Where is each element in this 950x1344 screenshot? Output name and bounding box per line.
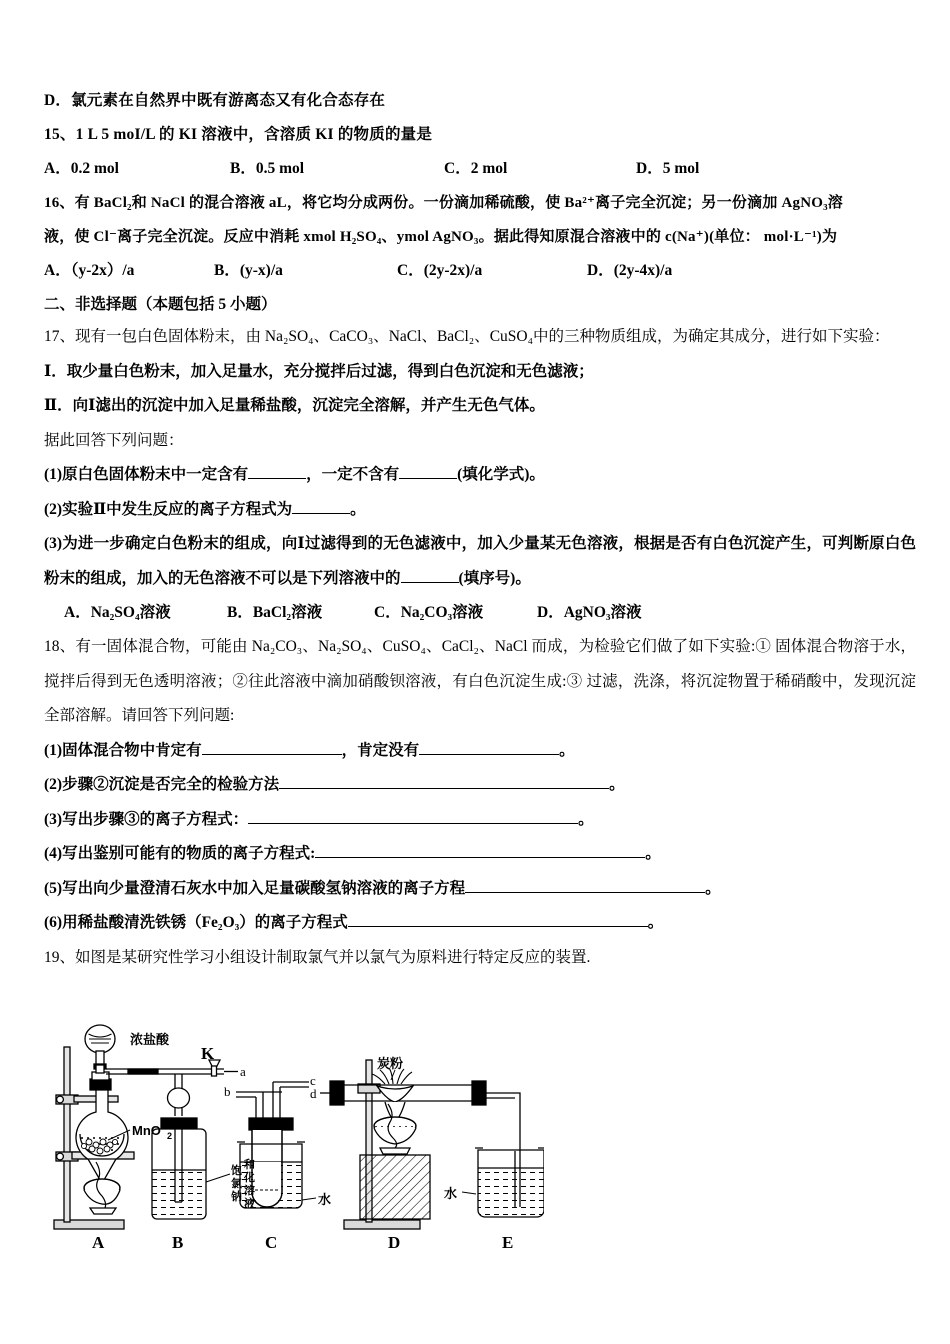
- q18-sub-1-text-c: 。: [559, 741, 575, 759]
- tube-d-to-e: [486, 1093, 520, 1151]
- q16-option-a[interactable]: A．（y-2x）/a: [44, 262, 135, 279]
- q17-option-b[interactable]: B．BaCl₂溶液: [227, 604, 323, 621]
- section-2-heading: 二、非选择题（本题包括 5 小题）: [44, 296, 277, 313]
- q16-option-d[interactable]: D．(2y-4x)/a: [587, 262, 673, 279]
- page-content: [44, 84, 916, 975]
- label-port-d: d: [310, 1086, 317, 1101]
- q16-option-c[interactable]: C．(2y-2x)/a: [397, 262, 483, 279]
- q17-sub-2: [44, 493, 916, 528]
- q17-option-d[interactable]: D．AgNO₃溶液: [537, 604, 642, 621]
- q15-option-a[interactable]: A．0.2 mol: [44, 160, 119, 177]
- q18-sub-4-text-b: 。: [645, 845, 661, 862]
- label-water-e: 水: [444, 1186, 458, 1201]
- label-saturated-nacl-col-2: 和: [244, 1159, 255, 1171]
- q18-sub-6-text-a: (6)用稀盐酸清洗铁锈（Fe₂O₃）的离子方程式: [44, 914, 348, 931]
- q18-sub-5: [44, 872, 916, 907]
- q17-sub-1-text-c: (填化学式)。: [457, 466, 545, 483]
- q17-option-c[interactable]: C．Na₂CO₃溶液: [374, 604, 484, 621]
- q18-sub-4: [44, 837, 916, 872]
- q18-sub-6: [44, 906, 916, 941]
- q18-sub-1-text-a: (1)固体混合物中肯定有: [44, 741, 202, 759]
- q15-option-b[interactable]: B．0.5 mol: [230, 160, 305, 177]
- q17-option-a[interactable]: A．Na₂SO₄溶液: [64, 604, 171, 621]
- q17-sub-3-tail: (填序号)。: [458, 569, 531, 587]
- q19-stem: 19、如图是某研究性学习小组设计制取氯气并以氯气为原料进行特定反应的装置.: [44, 948, 591, 966]
- q18-sub-5-text-b: 。: [705, 879, 721, 897]
- apparatus-b-wash-bottle: [152, 1088, 230, 1219]
- q17-sub-1-blank-1[interactable]: [248, 464, 306, 479]
- q18-sub-3-blank[interactable]: [248, 809, 578, 824]
- q17-sub-3-text: (3)为进一步确定白色粉末的组成，向Ⅰ过滤得到的无色滤液中，加入少量某无色溶液，根据是否有白色沉淀产生，可判断原白色粉末的组成，加入的无色溶液不可以是下列溶液中的: [44, 535, 916, 587]
- q18-sub-1-blank-1[interactable]: [202, 740, 342, 755]
- q17-sub-2-text-b: 。: [350, 500, 366, 518]
- q17-sub-2-blank[interactable]: [292, 499, 350, 514]
- q17-sub-2-text-a: (2)实验Ⅱ中发生反应的离子方程式为: [44, 500, 293, 518]
- label-saturated-nacl-col-2b: 化: [244, 1172, 255, 1184]
- q18-sub-2-text-a: (2)步骤②沉淀是否完全的检验方法: [44, 776, 280, 793]
- label-saturated-nacl-col-1c: 钠: [231, 1191, 242, 1203]
- q18-sub-3-text-b: 。: [578, 810, 594, 828]
- q16-options: [44, 254, 916, 288]
- q18-sub-2: [44, 768, 916, 803]
- label-mno2: MnO: [132, 1123, 161, 1138]
- apparatus-e-beaker: [462, 1148, 544, 1217]
- q17-step-2: Ⅱ．向Ⅰ滤出的沉淀中加入足量稀盐酸，沉淀完全溶解，并产生无色气体。: [44, 397, 545, 414]
- label-water-c: 水: [318, 1192, 332, 1207]
- label-concentrated-hcl: 浓盐酸: [130, 1032, 170, 1047]
- apparatus-label-d: D: [388, 1233, 401, 1252]
- apparatus-label-c: C: [265, 1233, 278, 1252]
- q17-sub-3: [44, 527, 916, 596]
- lower-funnel-assembly: [84, 1159, 120, 1214]
- dropping-funnel: [85, 1025, 115, 1069]
- q18-sub-3: [44, 803, 916, 838]
- q18-stem: 18、有一固体混合物，可能由 Na₂CO₃、Na₂SO₄、CuSO₄、CaCl₂、NaCl 而成，为检验它们做了如下实验:① 固体混合物溶于水，搅拌后得到无色透明溶液；②往此溶液中滴加硝酸钡溶液，有白色沉淀生成:③ 过滤，洗涤，将沉淀物置于稀硝酸中，发现沉淀全部溶解。请回答下列问题:: [44, 638, 916, 724]
- q14-option-d: D．氯元素在自然界中既有游离态又有化合态存在: [44, 92, 386, 109]
- q16-stem-line2: 液，使 Cl⁻离子完全沉淀。反应中消耗 xmol H₂SO₄、ymol AgNO₃。据此得知原混合溶液中的 c(Na⁺)(单位： mol·L⁻¹)为: [44, 229, 838, 245]
- q18-sub-4-blank[interactable]: [315, 843, 645, 858]
- q17-sub-1-text-a: (1)原白色固体粉末中一定含有: [44, 466, 249, 483]
- q16-option-b[interactable]: B．(y-x)/a: [214, 262, 283, 279]
- q17-sub-1-text-b: ，一定不含有: [306, 466, 400, 483]
- q17-prompt: 据此回答下列问题：: [44, 431, 184, 449]
- q18-sub-5-blank[interactable]: [465, 878, 705, 893]
- q18-sub-1: [44, 734, 916, 769]
- label-saturated-nacl-col-2d: 液: [244, 1198, 255, 1210]
- label-saturated-nacl-col-1: 饱: [231, 1165, 242, 1177]
- q18-sub-6-text-b: 。: [647, 914, 664, 931]
- label-mno2-subscript: 2: [167, 1131, 173, 1141]
- label-saturated-nacl-col-2c: 溶: [244, 1185, 255, 1197]
- q17-stem: 17、现有一包白色固体粉末，由 Na₂SO₄、CaCO₃、NaCl、BaCl₂、CuSO₄中的三种物质组成，为确定其成分，进行如下实验：: [44, 328, 890, 345]
- q15-option-c[interactable]: C．2 mol: [444, 160, 508, 177]
- chlorine-apparatus-figure: [44, 1022, 544, 1262]
- label-stopcock-k: K: [201, 1044, 215, 1063]
- apparatus-label-a: A: [92, 1233, 105, 1252]
- q18-sub-3-text-a: (3)写出步骤③的离子方程式：: [44, 810, 249, 828]
- label-port-c: c: [310, 1073, 316, 1088]
- q18-sub-2-blank[interactable]: [279, 774, 609, 789]
- q18-sub-1-blank-2[interactable]: [419, 740, 559, 755]
- label-port-a: a: [240, 1064, 246, 1079]
- q17-sub-3-blank[interactable]: [401, 568, 459, 583]
- label-saturated-nacl-col-1b: 氯: [231, 1178, 242, 1190]
- q17-step-1: Ⅰ．取少量白色粉末，加入足量水，充分搅拌后过滤，得到白色沉淀和无色滤液；: [44, 362, 594, 380]
- q15-options: [44, 152, 916, 186]
- label-carbon-powder: 炭粉: [377, 1056, 404, 1071]
- q18-sub-1-text-b: ，肯定没有: [341, 741, 420, 759]
- q16-stem-line1: 16、有 BaCl₂和 NaCl 的混合溶液 aL，将它均分成两份。一份滴加稀硫酸，使 Ba²⁺离子完全沉淀；另一份滴加 AgNO₃溶: [44, 195, 843, 211]
- gas-tube-a-to-b: [106, 1060, 238, 1116]
- apparatus-label-e: E: [502, 1233, 514, 1252]
- q17-options: [44, 596, 916, 630]
- q17-sub-1-blank-2[interactable]: [399, 464, 457, 479]
- q15-option-d[interactable]: D．5 mol: [636, 160, 700, 177]
- q18-sub-6-blank[interactable]: [348, 912, 648, 927]
- q17-sub-1: [44, 458, 916, 493]
- label-port-b: b: [224, 1084, 231, 1099]
- q18-sub-2-text-b: 。: [609, 776, 625, 793]
- q18-sub-5-text-a: (5)写出向少量澄清石灰水中加入足量碳酸氢钠溶液的离子方程: [44, 879, 466, 897]
- q18-sub-4-text-a: (4)写出鉴别可能有的物质的离子方程式:: [44, 845, 316, 862]
- apparatus-d-combustion-tube: [320, 1060, 486, 1229]
- apparatus-label-b: B: [172, 1233, 184, 1252]
- q15-stem: 15、1 L 5 moI/L 的 KI 溶液中，含溶质 KI 的物质的量是: [44, 126, 433, 143]
